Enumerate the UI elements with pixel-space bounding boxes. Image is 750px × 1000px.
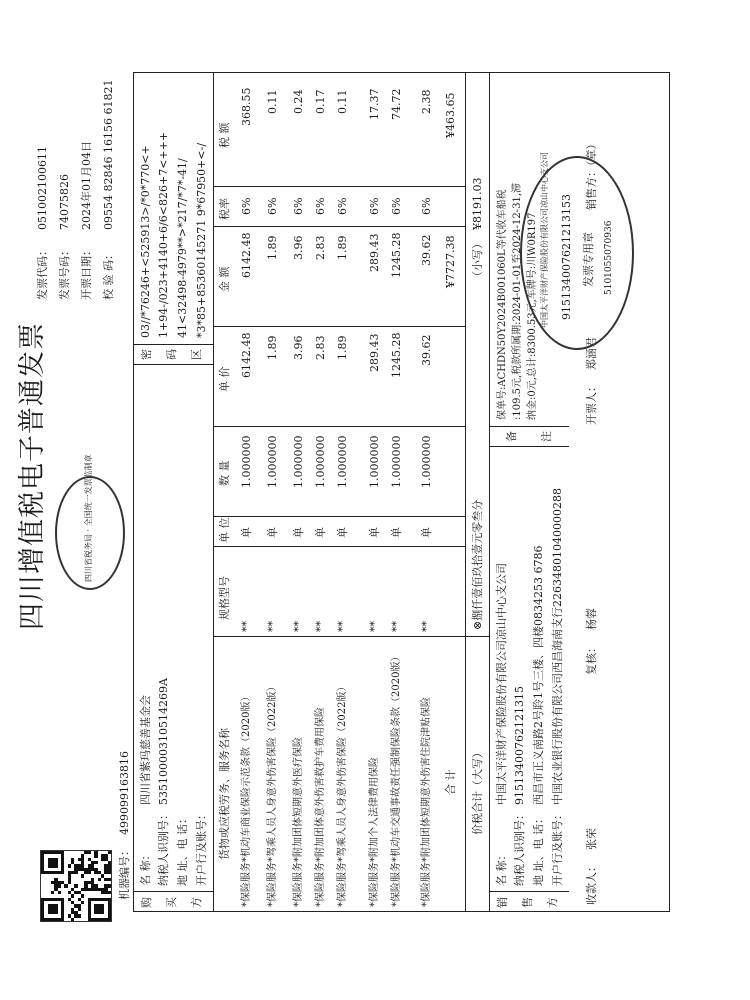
item-qty: 1.000000 [368, 435, 381, 488]
item-name: *保险服务*附加团体短期意外医疗保险 [293, 737, 304, 907]
remarks-line: :109.5元,税款所属期:2024-01-01至2024-12-31,滞 [512, 182, 523, 420]
grand-total-small-label: （小写） [471, 238, 484, 282]
invoice-number: 74075826 [58, 174, 71, 230]
password-label-3: 区 [190, 349, 203, 360]
seller-label-3: 方 [546, 897, 559, 908]
stamp-tax-no: 915134007621213153 [560, 194, 573, 320]
item-spec: ** [266, 621, 279, 632]
seller-tax-id-label: 纳税人识别号： [513, 809, 526, 886]
item-qty: 1.000000 [292, 435, 305, 488]
buyer-name: 四川省紫玛慈善基金会 [139, 695, 152, 805]
item-price: 1.89 [266, 335, 279, 360]
buyer-tax-id: 53510000310514269A [157, 678, 170, 805]
item-tax: 0.11 [266, 89, 279, 114]
item-unit: 单 [390, 527, 403, 538]
item-tax: 368.55 [240, 87, 253, 126]
item-price: 2.83 [314, 335, 327, 360]
issuer: 郑涵君 [585, 337, 598, 370]
invoice-title: 四川增值税电子普通发票 [17, 322, 48, 630]
item-tax: 0.24 [292, 89, 305, 114]
col-header-tax: 税 额 [218, 122, 231, 148]
seller-address-label: 地 址、电 话： [532, 813, 545, 886]
item-amount: 2.83 [314, 235, 327, 260]
item-price: 39.62 [420, 334, 433, 366]
payee-label: 收款人： [585, 861, 598, 905]
password-line: 03//*76246+<525913>/*0*770<+ [139, 145, 152, 338]
seller-bank-label: 开户行及账号： [551, 809, 564, 886]
item-qty: 1.000000 [266, 435, 279, 488]
remarks-label-1: 备 [505, 431, 518, 442]
buyer-name-label: 名 称： [139, 849, 152, 886]
item-price: 289.43 [368, 333, 381, 372]
issue-date: 2024年01月04日 [80, 141, 93, 230]
reviewer-label: 复核： [585, 642, 598, 675]
item-price: 6142.48 [240, 332, 253, 378]
item-unit: 单 [266, 527, 279, 538]
item-spec: ** [390, 621, 403, 632]
seller-label-2: 售 [521, 897, 534, 908]
col-header-spec: 规格型号 [218, 576, 231, 620]
col-header-unit: 单 位 [218, 517, 231, 543]
password-label-1: 密 [140, 349, 153, 360]
col-header-name: 货物或应税劳务、服务名称 [218, 728, 231, 860]
item-qty: 1.000000 [336, 435, 349, 488]
item-rate: 6% [336, 197, 349, 215]
item-amount: 289.43 [368, 233, 381, 272]
item-tax: 0.17 [314, 89, 327, 114]
item-rate: 6% [266, 197, 279, 215]
payee: 张荣 [585, 828, 598, 850]
item-spec: ** [336, 621, 349, 632]
remarks-line: 纳金:0元,总计:8300.53元,车牌号:川W0R197 [527, 212, 538, 420]
item-rate: 6% [314, 197, 327, 215]
remarks-label-2: 注 [540, 431, 553, 442]
buyer-bank-label: 开户行及账号： [195, 809, 208, 886]
item-name: *保险服务*驾乘人员人身意外伤害保险（2022版） [337, 681, 348, 907]
item-qty: 1.000000 [314, 435, 327, 488]
item-rate: 6% [420, 197, 433, 215]
password-line: *3*85+85360145271 9*67950+<-/ [195, 142, 208, 338]
item-price: 1.89 [336, 335, 349, 360]
invoice-code: 051002100611 [36, 146, 49, 230]
item-amount: 1.89 [266, 235, 279, 260]
remarks-line: 保单号:ACHDN50Y2024B001060L等代收车船税 [497, 189, 508, 420]
item-unit: 单 [336, 527, 349, 538]
col-header-qty: 数 量 [218, 460, 231, 486]
password-label-2: 码 [165, 349, 178, 360]
item-unit: 单 [292, 527, 305, 538]
item-rate: 6% [390, 197, 403, 215]
check-code: 09554 82846 16156 61821 [102, 79, 115, 230]
item-rate: 6% [292, 197, 305, 215]
qr-code [40, 850, 112, 922]
item-tax: 17.37 [368, 88, 381, 120]
item-rate: 6% [240, 197, 253, 215]
item-price: 3.96 [292, 335, 305, 360]
grand-total-label: 价税合计（大写） [471, 747, 484, 835]
col-header-amount: 金 额 [218, 266, 231, 292]
total-amount: ¥7727.38 [444, 235, 457, 288]
stamp-company: 中国太平洋财产保险股份有限公司凉山中心支公司 [540, 152, 549, 328]
issuer-label: 开票人： [585, 381, 598, 425]
seller-stamp-label: 销售方：（章） [585, 138, 598, 210]
item-qty: 1.000000 [240, 435, 253, 488]
stamp-serial: 5101055070936 [604, 220, 614, 295]
item-tax: 0.11 [336, 89, 349, 114]
password-line: 41<32498-4979**>*217/*7*-41/ [176, 158, 189, 338]
item-spec: ** [368, 621, 381, 632]
issue-date-label: 开票日期： [80, 245, 93, 300]
item-unit: 单 [240, 527, 253, 538]
item-amount: 1245.28 [390, 232, 403, 278]
seller-name-label: 名 称： [495, 849, 508, 886]
item-tax: 74.72 [390, 88, 403, 120]
item-qty: 1.000000 [420, 435, 433, 488]
grand-total-small: ¥8191.03 [471, 177, 484, 230]
seller-label-1: 销 [496, 897, 509, 908]
buyer-address-label: 地 址、电 话： [176, 813, 189, 886]
total-tax: ¥463.65 [444, 92, 457, 138]
check-code-label: 校 验 码： [102, 249, 115, 300]
item-tax: 2.38 [420, 89, 433, 114]
stamp-purpose: 发票专用章 [582, 232, 595, 287]
invoice-code-label: 发票代码： [36, 245, 49, 300]
item-amount: 39.62 [420, 234, 433, 266]
reviewer: 杨蓉 [585, 608, 598, 630]
col-header-price: 单 价 [218, 366, 231, 392]
password-line: 1+94-/023+4140+6/6<826+7<+++ [157, 131, 170, 338]
seller-tax-id: 91513400762121315 [513, 686, 526, 805]
item-price: 1245.28 [390, 332, 403, 378]
grand-total-words: ⊗捌仟壹佰玖拾壹元零叁分 [471, 499, 484, 630]
item-spec: ** [292, 621, 305, 632]
seller-address: 西昌市正义南路2号聆1号三楼、四楼0834253 6786 [532, 545, 545, 805]
machine-no-label: 机器编号： [118, 845, 131, 900]
buyer-label-3: 方 [190, 897, 203, 908]
item-unit: 单 [420, 527, 433, 538]
buyer-tax-id-label: 纳税人识别号： [157, 809, 170, 886]
item-spec: ** [314, 621, 327, 632]
item-name: *保险服务*驾乘人员人身意外伤害保险（2022版） [267, 681, 278, 907]
tax-bureau-seal-text: 四川省税务局 · 全国统一发票监制章 [84, 454, 93, 582]
item-name: *保险服务*附加团体短期意外伤害住院津贴保险 [421, 697, 432, 907]
item-spec: ** [240, 621, 253, 632]
seller-name: 中国太平洋财产保险股份有限公司凉山中心支公司 [495, 563, 508, 805]
item-amount: 1.89 [336, 235, 349, 260]
col-header-rate: 税率 [218, 198, 231, 220]
invoice-number-label: 发票号码： [58, 245, 71, 300]
total-label: 合 计 [444, 769, 457, 795]
buyer-label-1: 购 [140, 897, 153, 908]
item-rate: 6% [368, 197, 381, 215]
item-name: *保险服务*附加个人法律费用保险 [369, 757, 380, 907]
item-amount: 6142.48 [240, 232, 253, 278]
item-amount: 3.96 [292, 235, 305, 260]
item-qty: 1.000000 [390, 435, 403, 488]
item-unit: 单 [314, 527, 327, 538]
buyer-label-2: 买 [165, 897, 178, 908]
item-spec: ** [420, 621, 433, 632]
item-name: *保险服务*机动车商业保险示范条款（2020版） [241, 691, 252, 907]
item-name: *保险服务*附加团体意外伤害救护车费用保险 [315, 707, 326, 907]
seller-bank: 中国农业银行股份有限公司西昌海南支行22634801040000288 [551, 488, 564, 805]
item-name: *保险服务*机动车交通事故责任强制保险条款（2020版） [391, 651, 402, 907]
machine-no: 499099163816 [118, 751, 131, 835]
item-unit: 单 [368, 527, 381, 538]
